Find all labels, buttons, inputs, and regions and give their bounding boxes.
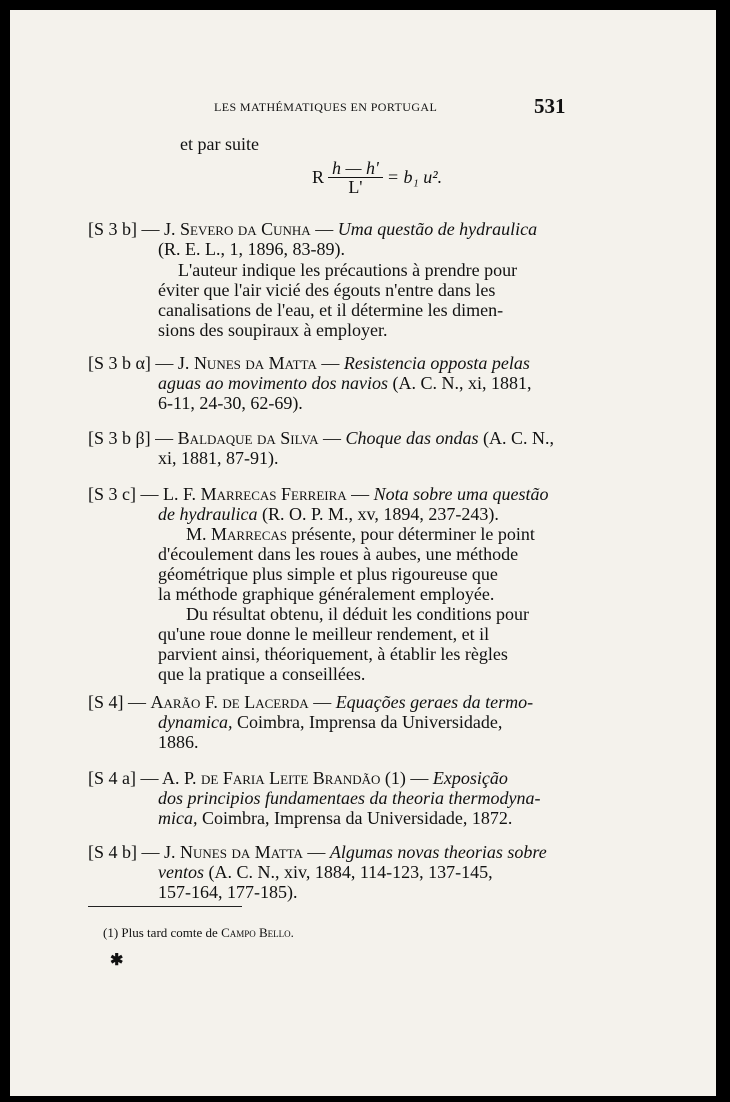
entry-title-cont: dos principios fundamentaes da theoria thermodyna- — [158, 788, 541, 808]
footnote-rule — [88, 906, 242, 907]
running-title: LES MATHÉMATIQUES EN PORTUGAL — [214, 100, 438, 114]
entry-author: Marrecas Ferreira — [200, 484, 347, 504]
entry-ref: Coimbra, Imprensa da Universidade, — [232, 712, 503, 732]
formula-numerator: h — h' — [328, 159, 383, 178]
entry-title: Equações geraes da termo- — [335, 692, 534, 712]
entry-title: Choque das ondas — [345, 428, 479, 448]
formula-fraction — [328, 159, 383, 196]
entry-s3ba-line2 — [158, 373, 531, 393]
entry-ref: Coimbra, Imprensa da Universidade, 1872. — [197, 808, 513, 828]
entry-code: [S 4 a] — A. P. — [88, 768, 202, 788]
entry-s4b-line1 — [88, 842, 547, 862]
entry-author: Baldaque da Silva — [177, 428, 319, 448]
body-rest: présente, pour déterminer le point — [286, 524, 535, 544]
entry-s4-line2 — [158, 712, 502, 732]
entry-s3b-line2: (R. E. L., 1, 1896, 83-89). — [158, 239, 345, 259]
entry-s3b-body-2: éviter que l'air vicié des égouts n'entre dans les — [158, 280, 496, 300]
book-page — [10, 10, 716, 1096]
entry-dash: — — [302, 842, 330, 862]
entry-dash: — — [318, 428, 346, 448]
formula-prefix: R — [312, 167, 325, 187]
entry-s4b-line3: 157-164, 177-185). — [158, 882, 298, 902]
footnote-marker: (1) — — [380, 768, 433, 788]
entry-title: Nota sobre uma questão — [373, 484, 549, 504]
entry-s3c-body-3: géométrique plus simple et plus rigoureuse que — [158, 564, 498, 584]
entry-title: Exposição — [432, 768, 508, 788]
entry-s3ba-line1 — [88, 353, 530, 373]
formula-denominator: L' — [348, 177, 363, 197]
formula-rhs: = b₁ u². — [386, 167, 443, 187]
entry-code: [S 4 b] — J. — [88, 842, 181, 862]
body-name: Marrecas — [211, 524, 287, 544]
entry-title: Uma questão de hydraulica — [337, 219, 538, 239]
asterisk-ornament: ✱ — [110, 950, 124, 969]
entry-dash: — — [310, 219, 338, 239]
entry-s3bb-line1 — [88, 428, 554, 448]
footnote-name: Campo Bello — [221, 925, 291, 940]
entry-s3ba-line3: 6-11, 24-30, 62-69). — [158, 393, 303, 413]
entry-s3c-line2 — [158, 504, 499, 524]
entry-s3c-body-8: que la pratique a conseillées. — [158, 664, 366, 684]
entry-s3b-body-1: L'auteur indique les précautions à prendre pour — [178, 260, 518, 280]
page-number: 531 — [534, 94, 566, 118]
entry-s3b-body-4: sions des soupiraux à employer. — [158, 320, 388, 340]
entry-s3c-body-5: Du résultat obtenu, il déduit les conditions pour — [186, 604, 529, 624]
entry-s3c-body-6: qu'une roue donne le meilleur rendement, et il — [158, 624, 490, 644]
entry-s4a-line3 — [158, 808, 512, 828]
entry-s3c-line1 — [88, 484, 549, 504]
entry-s4a-line2 — [158, 788, 540, 808]
body-lead: M. — [186, 524, 212, 544]
formula — [312, 159, 442, 196]
entry-s4-line3: 1886. — [158, 732, 199, 752]
entry-ref: (R. O. P. M., xv, 1894, 237-243). — [257, 504, 499, 524]
entry-code: [S 3 b] — J. — [88, 219, 181, 239]
entry-code: [S 3 b β] — — [88, 428, 178, 448]
entry-title-cont: aguas ao movimento dos navios — [158, 373, 388, 393]
entry-author: de Faria Leite Brandão — [201, 768, 381, 788]
entry-s4-line1 — [88, 692, 533, 712]
footnote-lead: (1) Plus tard comte de — [103, 925, 222, 940]
entry-dash: — — [316, 353, 344, 373]
entry-title: Resistencia opposta pelas — [343, 353, 530, 373]
entry-code: [S 4] — — [88, 692, 151, 712]
entry-s3c-body-1 — [186, 524, 535, 544]
entry-s3c-body-7: parvient ainsi, théoriquement, à établir les règles — [158, 644, 508, 664]
entry-title-cont: dynamica, — [158, 712, 233, 732]
entry-s3c-body-2: d'écoulement dans les roues à aubes, une méthode — [158, 544, 519, 564]
entry-s3c-body-4: la méthode graphique généralement employée. — [158, 584, 495, 604]
entry-s4b-line2 — [158, 862, 493, 882]
entry-ref: (A. C. N., xiv, 1884, 114-123, 137-145, — [203, 862, 493, 882]
entry-dash: — — [346, 484, 374, 504]
entry-author: Nunes da Matta — [180, 842, 303, 862]
entry-s4a-line1 — [88, 768, 508, 788]
entry-s3b-body-3: canalisations de l'eau, et il détermine les dimen- — [158, 300, 504, 320]
entry-ref: (A. C. N., xi, 1881, — [387, 373, 532, 393]
entry-title-cont: de hydraulica — [158, 504, 258, 524]
entry-code: [S 3 b α] — J. — [88, 353, 194, 373]
entry-s3bb-line2: xi, 1881, 87-91). — [158, 448, 279, 468]
entry-author: Nunes da Matta — [193, 353, 317, 373]
footnote-end: . — [290, 925, 294, 940]
entry-author: Severo da Cunha — [180, 219, 311, 239]
entry-title: Algumas novas theorias sobre — [329, 842, 547, 862]
footnote — [103, 925, 294, 941]
entry-ref: (A. C. N., — [478, 428, 554, 448]
intro-text: et par suite — [180, 134, 259, 154]
entry-s3b-line1 — [88, 219, 537, 239]
entry-title-cont: mica, — [158, 808, 198, 828]
entry-title-cont: ventos — [158, 862, 204, 882]
entry-dash: — — [308, 692, 336, 712]
entry-code: [S 3 c] — L. F. — [88, 484, 201, 504]
entry-author: Aarão F. de Lacerda — [150, 692, 309, 712]
